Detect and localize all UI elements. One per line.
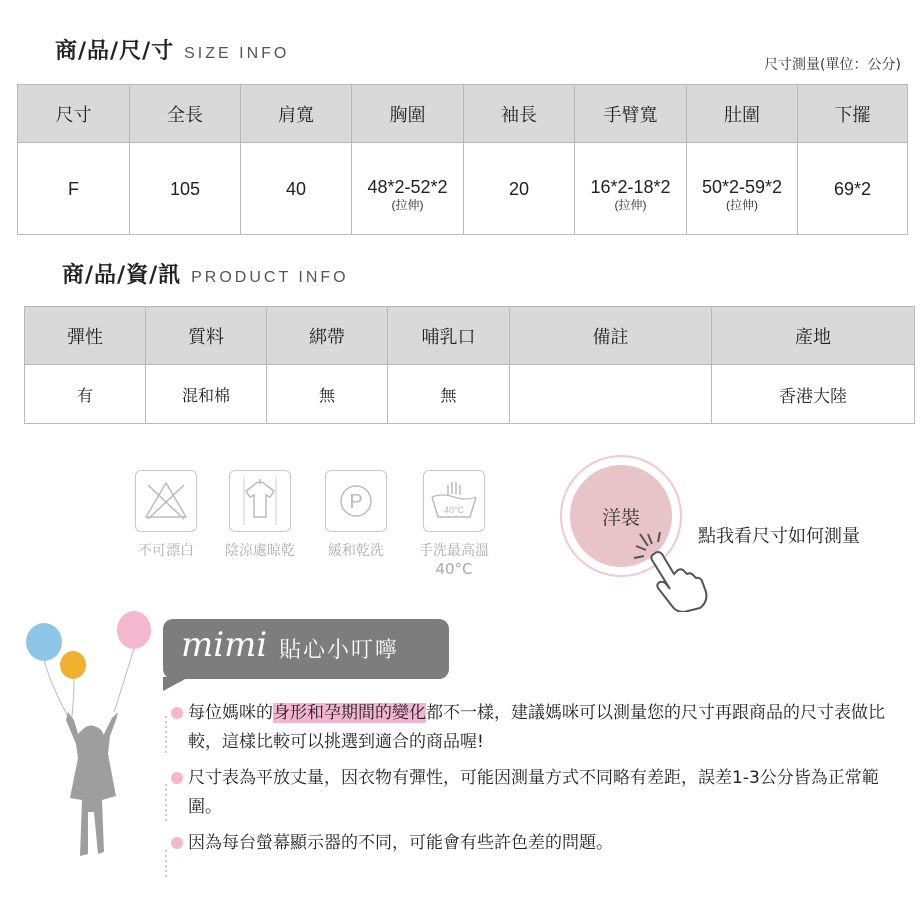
tips-divider (165, 850, 167, 878)
size-table-row (18, 143, 908, 235)
care-label: 陰涼處晾乾 (225, 543, 295, 559)
care-label-temp: 40°C (435, 560, 473, 578)
size-cell-value: 20 (508, 178, 530, 199)
size-cell (352, 143, 464, 235)
tip-highlight: 身形和孕期間的變化 (273, 703, 426, 723)
girl-balloons-illustration (22, 608, 162, 878)
size-info-title (55, 34, 289, 65)
size-cell-value: 48*2-52*2 (367, 176, 448, 197)
product-info-title-en: PRODUCT INFO (191, 269, 349, 286)
balloon-blue (26, 623, 62, 661)
product-cell: 無 (267, 365, 388, 424)
product-info-title (62, 258, 349, 289)
care-shade-dry (216, 470, 304, 560)
size-header-cell: 全長 (130, 85, 241, 143)
dress-label: 洋裝 (570, 465, 672, 567)
tip-text-post: 都不一樣，建議媽咪可以測量您的尺寸再跟商品的尺寸表做比較，這樣比較可以挑選到適合的商品喔! (188, 703, 885, 752)
product-header-cell: 哺乳口 (388, 307, 510, 365)
size-cell-value: 50*2-59*2 (701, 176, 783, 197)
product-header-cell: 彈性 (25, 307, 146, 365)
care-label: 不可漂白 (138, 543, 194, 559)
product-info-title-zh: 商/品/資/訊 (62, 263, 182, 288)
product-table-header-row (25, 307, 915, 365)
care-no-bleach (128, 470, 204, 560)
size-cell-value: F (68, 178, 79, 199)
size-cell (241, 143, 352, 235)
size-info-title-en: SIZE INFO (184, 45, 290, 62)
size-cell (18, 143, 130, 235)
size-header-cell: 下擺 (798, 85, 908, 143)
product-cell (510, 365, 712, 424)
shade-dry-icon (229, 470, 291, 532)
size-cell (798, 143, 908, 235)
size-cell (575, 143, 687, 235)
size-header-cell: 胸圍 (352, 85, 464, 143)
brand-mimi: mimi (181, 625, 268, 665)
no-bleach-icon (135, 470, 197, 532)
size-header-cell: 袖長 (464, 85, 575, 143)
wash-temp-text: 40°C (443, 505, 465, 515)
size-cell-note: (拉伸) (614, 197, 647, 212)
bullet-dot (171, 837, 183, 849)
size-cell-note: (拉伸) (726, 197, 758, 212)
size-cell-value: 105 (169, 178, 201, 199)
tip-text-pre: 每位媽咪的 (188, 703, 273, 723)
tip-item (171, 829, 911, 858)
size-cell-value: 16*2-18*2 (590, 176, 671, 197)
product-cell: 無 (388, 365, 510, 424)
tip-text: 因為每台螢幕顯示器的不同，可能會有些許色差的問題。 (188, 833, 613, 853)
product-table-row (25, 365, 915, 424)
bubble-tail (163, 677, 191, 693)
tip-item (171, 764, 911, 822)
tips-title: 貼心小叮嚀 (279, 638, 400, 663)
product-cell: 混和棉 (146, 365, 267, 424)
product-header-cell: 綁帶 (267, 307, 388, 365)
tip-text: 尺寸表為平放丈量，因衣物有彈性，可能因測量方式不同略有差距，誤差1-3公分皆為正常範圍。 (188, 768, 879, 817)
girl-silhouette (66, 712, 118, 856)
care-label: 手洗最高溫 (419, 543, 489, 559)
size-header-cell: 肩寬 (241, 85, 352, 143)
product-header-cell: 產地 (712, 307, 915, 365)
tips-divider (165, 716, 167, 756)
size-cell-value: 69*2 (833, 178, 872, 199)
tip-text (171, 699, 911, 757)
product-cell: 有 (25, 365, 146, 424)
bullet-dot (171, 772, 183, 784)
care-dry-clean (318, 470, 394, 560)
size-cell (130, 143, 241, 235)
dry-clean-p-icon (325, 470, 387, 532)
bullet-dot (171, 707, 183, 719)
measure-guide-link[interactable]: 點我看尺寸如何測量 (698, 526, 860, 547)
product-cell: 香港大陸 (712, 365, 915, 424)
size-table (17, 84, 908, 235)
care-label: 緩和乾洗 (328, 543, 384, 559)
tip-item (171, 699, 911, 757)
size-cell (464, 143, 575, 235)
size-cell-note: (拉伸) (391, 197, 424, 212)
hand-wash-40-icon (423, 470, 485, 532)
balloon-pink (117, 611, 151, 649)
unit-note: 尺寸測量(單位：公分) (764, 57, 901, 73)
size-cell-value: 40 (285, 178, 307, 199)
size-header-cell: 肚圍 (687, 85, 798, 143)
size-header-cell: 手臂寬 (575, 85, 687, 143)
care-hand-wash (408, 470, 500, 578)
size-header-cell: 尺寸 (18, 85, 130, 143)
size-info-title-zh: 商/品/尺/寸 (55, 39, 175, 64)
balloon-orange (60, 651, 86, 679)
size-table-header-row (18, 85, 908, 143)
tips-divider (165, 784, 167, 824)
product-header-cell: 備註 (510, 307, 712, 365)
dry-clean-letter: P (349, 491, 363, 513)
product-info-table (24, 306, 915, 424)
tips-header-bubble (163, 619, 449, 679)
product-header-cell: 質料 (146, 307, 267, 365)
size-cell (687, 143, 798, 235)
